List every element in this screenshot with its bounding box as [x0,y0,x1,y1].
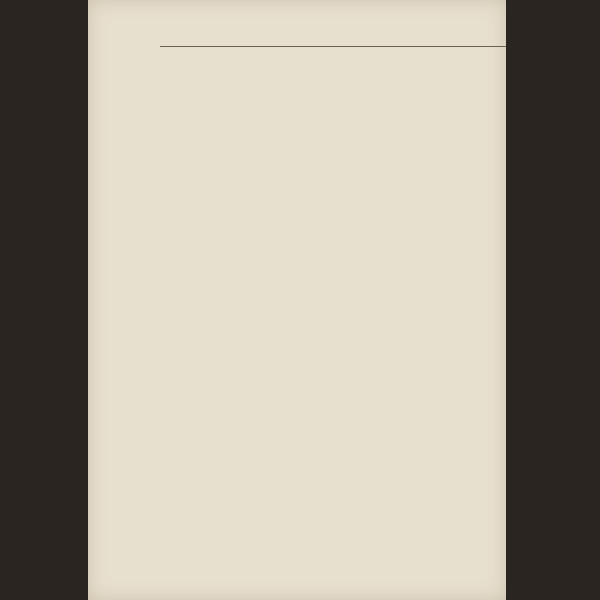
book-page [88,0,506,600]
header-rule [160,46,506,47]
running-header [160,28,506,44]
